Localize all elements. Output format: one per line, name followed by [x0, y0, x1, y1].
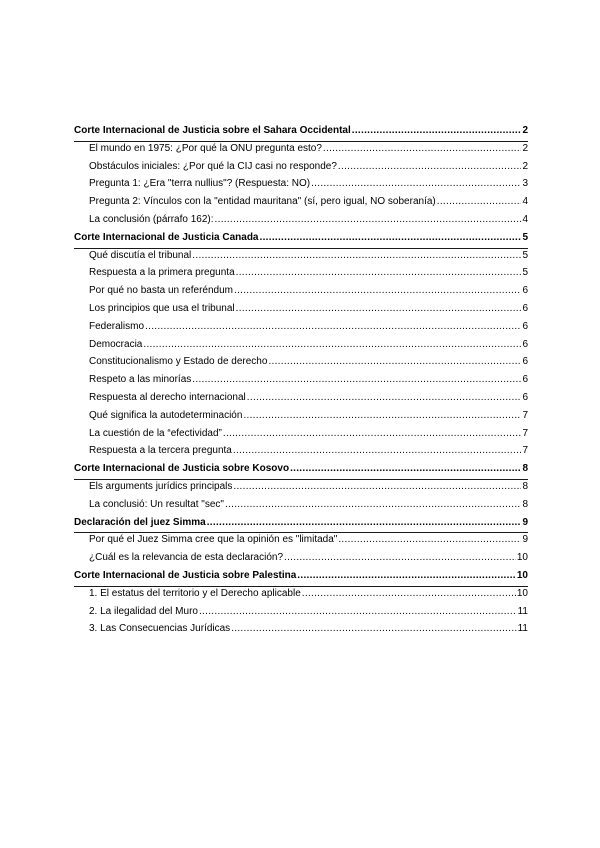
toc-entry-title: Los principios que usa el tribunal — [89, 302, 235, 314]
toc-entry-title: Respeto a las minorías — [89, 374, 192, 386]
toc-subheading-link[interactable] — [74, 551, 528, 569]
toc-subheading-link[interactable] — [74, 320, 528, 338]
toc-entry-title: Els arguments jurídics principals — [89, 480, 233, 492]
toc-page-number: 9 — [522, 516, 528, 528]
toc-entry-title: Constitucionalismo y Estado de derecho — [89, 356, 268, 368]
toc-dot-leader — [192, 373, 521, 386]
toc-page-number: 8 — [522, 463, 528, 475]
toc-entry-title: 2. La ilegalidad del Muro — [89, 605, 198, 617]
toc-dot-leader — [302, 587, 516, 600]
toc-subheading-link[interactable] — [74, 338, 528, 356]
toc-dot-leader — [199, 605, 517, 618]
toc-heading-link[interactable] — [74, 569, 528, 587]
toc-page-number: 11 — [517, 605, 528, 617]
toc-dot-leader — [311, 177, 521, 190]
toc-page-number: 8 — [522, 498, 528, 510]
toc-entry-title: Respuesta a la primera pregunta — [89, 267, 235, 279]
toc-dot-leader — [233, 480, 521, 493]
toc-dot-leader — [231, 622, 516, 635]
toc-dot-leader — [233, 444, 522, 457]
toc-subheading-link[interactable] — [74, 266, 528, 284]
toc-heading-link[interactable] — [74, 231, 528, 249]
toc-subheading-link[interactable] — [74, 160, 528, 178]
table-of-contents — [74, 124, 528, 640]
toc-subheading-link[interactable] — [74, 480, 528, 498]
toc-subheading-link[interactable] — [74, 213, 528, 231]
toc-heading-link[interactable] — [74, 462, 528, 480]
toc-entry-title: 1. El estatus del territorio y el Derecho aplicable — [89, 587, 301, 599]
toc-subheading-link[interactable] — [74, 605, 528, 623]
toc-dot-leader — [247, 391, 522, 404]
toc-page-number: 10 — [516, 552, 528, 564]
toc-dot-leader — [234, 284, 521, 297]
toc-dot-leader — [297, 569, 516, 582]
toc-entry-title: El mundo en 1975: ¿Por qué la ONU pregunta esto? — [89, 142, 322, 154]
toc-dot-leader — [192, 249, 521, 262]
toc-entry-title: Corte Internacional de Justicia sobre Kosovo — [74, 463, 290, 475]
toc-dot-leader — [338, 160, 522, 173]
toc-dot-leader — [284, 551, 516, 564]
toc-entry-title: La conclusión (párrafo 162): — [89, 213, 214, 225]
toc-entry-title: Respuesta al derecho internacional — [89, 391, 246, 403]
toc-subheading-link[interactable] — [74, 249, 528, 267]
toc-subheading-link[interactable] — [74, 373, 528, 391]
toc-entry-title: Por qué el Juez Simma cree que la opinión es "limitada" — [89, 534, 338, 546]
toc-page-number: 5 — [522, 249, 528, 261]
toc-entry-title: Declaración del juez Simma — [74, 516, 206, 528]
toc-dot-leader — [268, 355, 521, 368]
toc-entry-title: Por qué no basta un referéndum — [89, 285, 233, 297]
toc-entry-title: Respuesta a la tercera pregunta — [89, 445, 232, 457]
toc-subheading-link[interactable] — [74, 409, 528, 427]
toc-dot-leader — [338, 533, 521, 546]
toc-page-number: 9 — [522, 534, 528, 546]
toc-page-number: 10 — [516, 569, 528, 581]
toc-subheading-link[interactable] — [74, 284, 528, 302]
toc-dot-leader — [352, 124, 522, 137]
toc-page-number: 2 — [522, 142, 528, 154]
toc-entry-title: Federalismo — [89, 320, 145, 332]
toc-subheading-link[interactable] — [74, 177, 528, 195]
toc-dot-leader — [437, 195, 522, 208]
toc-subheading-link[interactable] — [74, 498, 528, 516]
toc-entry-title: Qué discutía el tribunal — [89, 249, 192, 261]
toc-page-number: 5 — [522, 231, 528, 243]
toc-entry-title: Corte Internacional de Justicia Canada — [74, 231, 259, 243]
toc-subheading-link[interactable] — [74, 302, 528, 320]
toc-entry-title: La cuestión de la “efectividad” — [89, 427, 222, 439]
toc-page-number: 7 — [522, 445, 528, 457]
toc-entry-title: Corte Internacional de Justicia sobre Palestina — [74, 569, 297, 581]
toc-page-number: 6 — [522, 338, 528, 350]
toc-page-number: 4 — [522, 213, 528, 225]
toc-dot-leader — [223, 427, 522, 440]
toc-subheading-link[interactable] — [74, 533, 528, 551]
toc-page-number: 6 — [522, 320, 528, 332]
toc-subheading-link[interactable] — [74, 427, 528, 445]
toc-entry-title: Obstáculos iniciales: ¿Por qué la CIJ casi no responde? — [89, 160, 337, 172]
toc-page-number: 2 — [522, 160, 528, 172]
toc-subheading-link[interactable] — [74, 195, 528, 213]
toc-dot-leader — [323, 142, 522, 155]
toc-entry-title: Democracia — [89, 338, 143, 350]
toc-subheading-link[interactable] — [74, 444, 528, 462]
toc-page-number: 4 — [522, 196, 528, 208]
toc-page-number: 3 — [522, 178, 528, 190]
toc-page-number: 11 — [517, 623, 528, 635]
toc-entry-title: ¿Cuál es la relevancia de esta declaración? — [89, 552, 283, 564]
toc-page-number: 6 — [522, 356, 528, 368]
toc-page-number: 6 — [522, 302, 528, 314]
toc-page-number: 6 — [522, 391, 528, 403]
toc-page-number: 2 — [522, 125, 528, 136]
toc-subheading-link[interactable] — [74, 355, 528, 373]
toc-subheading-link[interactable] — [74, 142, 528, 160]
toc-dot-leader — [290, 462, 521, 475]
toc-page-number: 5 — [522, 267, 528, 279]
toc-dot-leader — [243, 409, 521, 422]
toc-page-number: 7 — [522, 409, 528, 421]
toc-subheading-link[interactable] — [74, 622, 528, 640]
toc-dot-leader — [260, 231, 522, 244]
toc-dot-leader — [145, 320, 521, 333]
toc-entry-title: Pregunta 1: ¿Era "terra nullius"? (Respuesta: NO) — [89, 178, 311, 190]
toc-dot-leader — [236, 266, 522, 279]
toc-page-number: 6 — [522, 285, 528, 297]
toc-page-number: 6 — [522, 374, 528, 386]
toc-heading-link[interactable] — [74, 124, 528, 142]
toc-entry-title: La conclusió: Un resultat "sec" — [89, 498, 224, 510]
toc-subheading-link[interactable] — [74, 391, 528, 409]
toc-heading-link[interactable] — [74, 516, 528, 534]
toc-dot-leader — [225, 498, 521, 511]
toc-dot-leader — [207, 516, 522, 529]
toc-entry-title: 3. Las Consecuencias Jurídicas — [89, 623, 231, 635]
toc-dot-leader — [143, 338, 521, 351]
toc-dot-leader — [215, 213, 522, 226]
toc-entry-title: Qué significa la autodeterminación — [89, 409, 243, 421]
toc-subheading-link[interactable] — [74, 587, 528, 605]
toc-dot-leader — [236, 302, 522, 315]
toc-page-number: 8 — [522, 480, 528, 492]
toc-entry-title: Pregunta 2: Vínculos con la "entidad mauritana" (sí, pero igual, NO soberanía) — [89, 196, 436, 208]
toc-entry-title: Corte Internacional de Justicia sobre el Sahara Occidental — [74, 125, 351, 136]
toc-page-number: 10 — [516, 587, 528, 599]
toc-page-number: 7 — [522, 427, 528, 439]
